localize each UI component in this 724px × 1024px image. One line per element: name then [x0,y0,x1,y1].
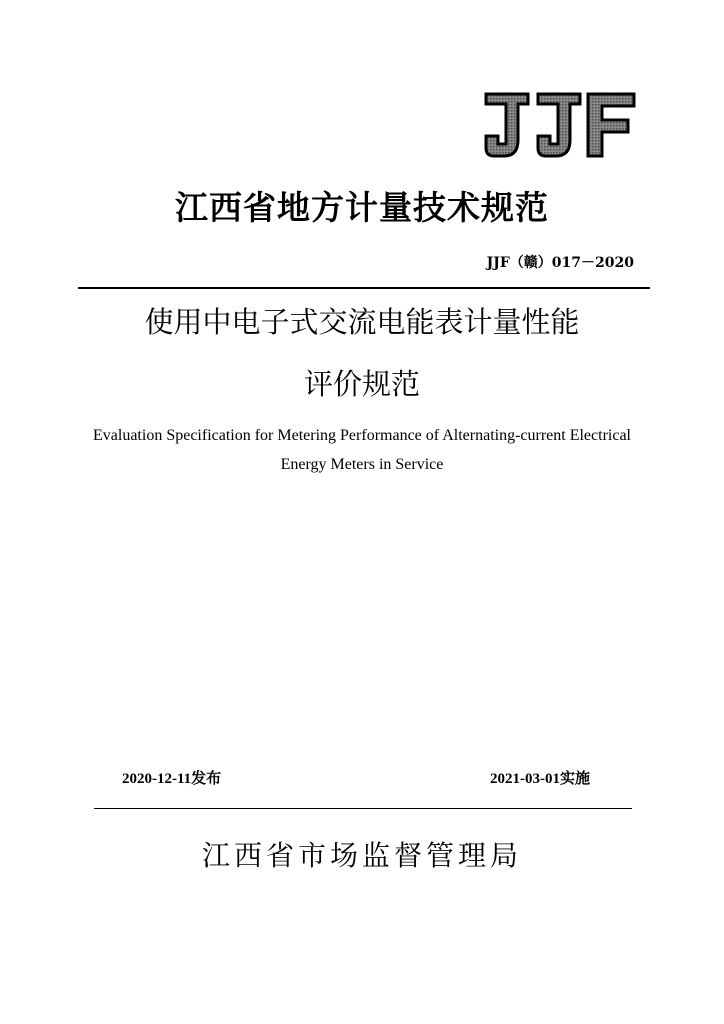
title-chinese-line-2: 评价规范 [303,367,420,401]
logo-letter-f [588,94,634,156]
jjf-logo [484,92,636,160]
jjf-logo-graphic [484,92,636,160]
logo-letter-j1 [486,94,528,156]
title-english-line-2: Energy Meters in Service [280,456,444,473]
implementation-date: 2021-03-01实施 [490,771,590,787]
title-english-line-1: Evaluation Specification for Metering Performance of Alternating-current Electrical [93,427,631,444]
bottom-divider [94,808,632,809]
document-number: JJF（赣）017－2020 [486,255,634,271]
title-chinese-line-1: 使用中电子式交流电能表计量性能 [144,305,580,339]
series-title: 江西省地方计量技术规范 [175,188,549,227]
issue-date: 2020-12-11发布 [122,771,222,787]
logo-letter-j2 [538,94,580,156]
top-divider [78,287,650,289]
issuing-authority: 江西省市场监督管理局 [201,839,522,872]
